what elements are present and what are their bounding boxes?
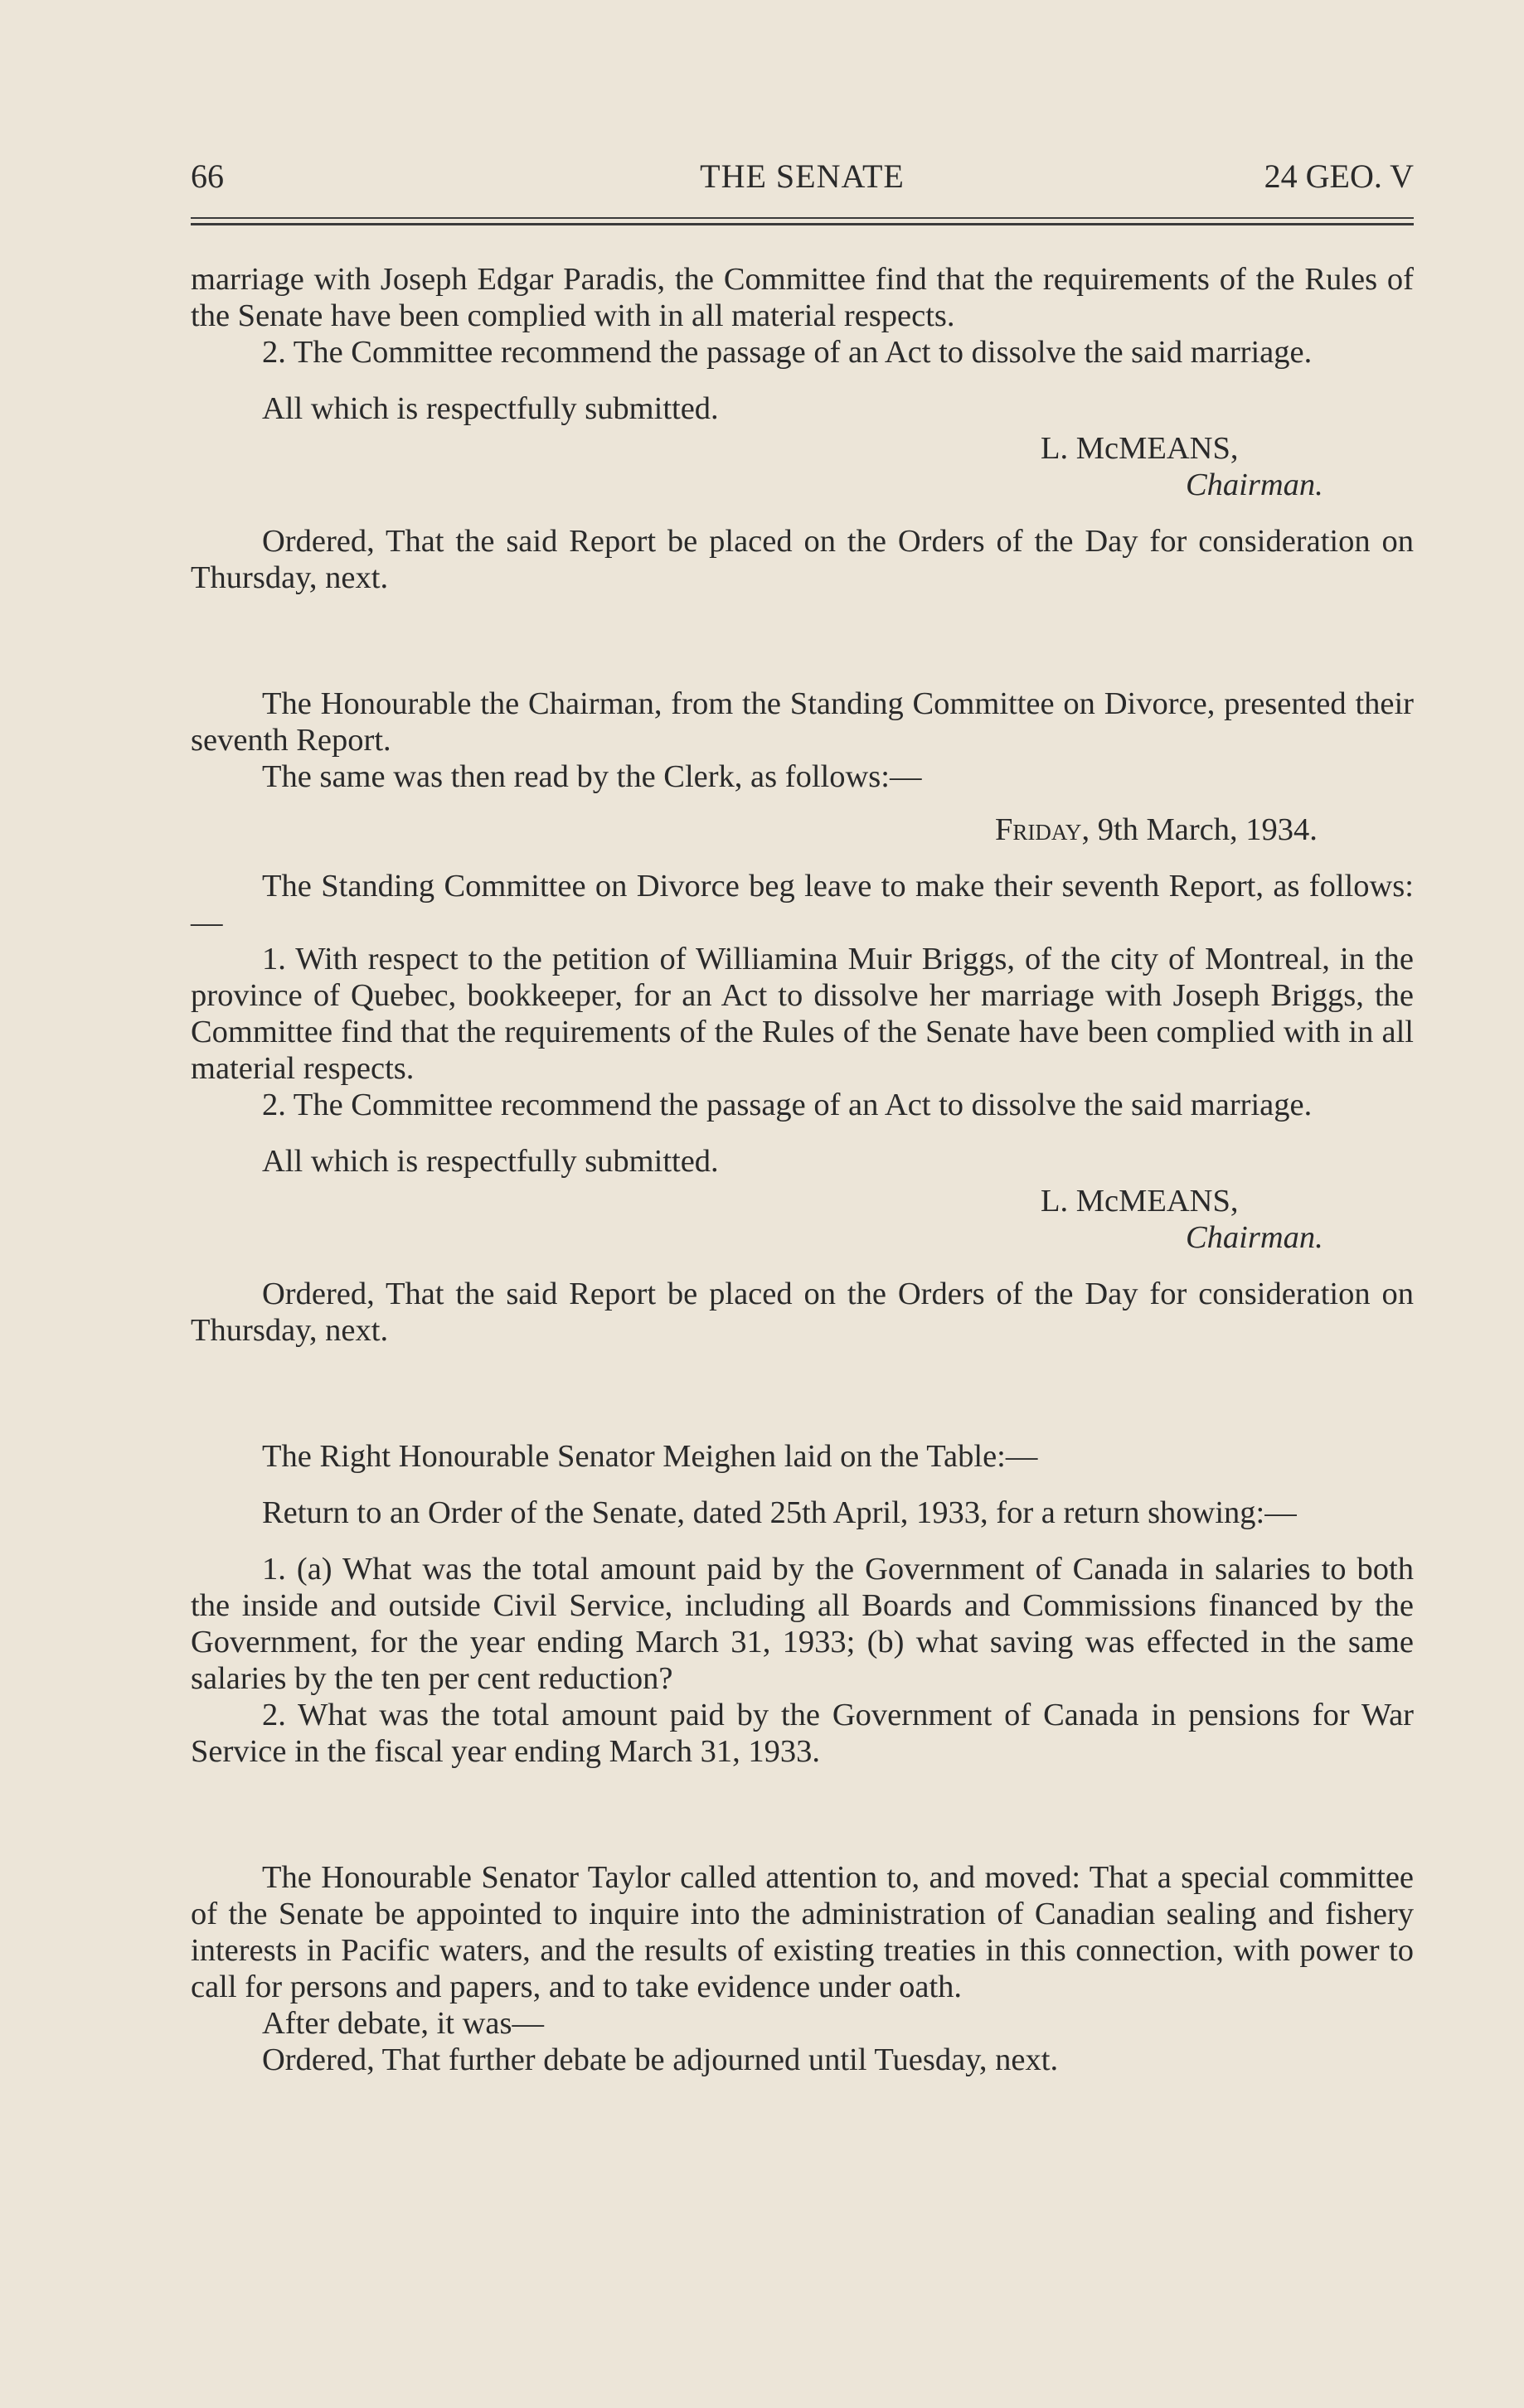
paragraph-return-item-2: 2. What was the total amount paid by the Government of Canada in pensions for War Service in the fiscal year ending March 31, 1933.	[191, 1698, 1414, 1769]
paragraph-meighen: The Right Honourable Senator Meighen laid on the Table:—	[262, 1439, 1038, 1474]
paragraph-continuation: marriage with Joseph Edgar Paradis, the Committee find that the requirements of the Rules of the Senate have been complied with in all material respects.	[191, 262, 1414, 333]
page-title: THE SENATE	[700, 157, 905, 195]
paragraph-adjourned: Ordered, That further debate be adjourned until Tuesday, next.	[262, 2042, 1059, 2077]
signature-role: Chairman.	[1186, 468, 1323, 502]
paragraph-after-debate: After debate, it was—	[262, 2006, 544, 2041]
header-rule-thick	[191, 223, 1414, 225]
paragraph-recommendation: 2. The Committee recommend the passage of an Act to dissolve the said marriage.	[262, 1088, 1313, 1122]
paragraph-return-item-1: 1. (a) What was the total amount paid by the Government of Canada in salaries to both the inside and outside Civil Service, including all Boards and Commissions financed by the Government, for the year ending March 31, 1933; (b) what saving was effected in the same salaries by the ten per cent reduction?	[191, 1552, 1414, 1696]
paragraph-recommendation: 2. The Committee recommend the passage of an Act to dissolve the said marriage.	[262, 335, 1313, 370]
report-date-day: Friday	[995, 812, 1082, 847]
signature-block	[191, 1183, 1414, 1256]
signature-name: L. McMEANS,	[1041, 1184, 1239, 1219]
header-rule-thin	[191, 217, 1414, 219]
signature-block	[191, 430, 1414, 503]
paragraph-return: Return to an Order of the Senate, dated 25th April, 1933, for a return showing:—	[262, 1495, 1297, 1530]
page-header	[191, 156, 1414, 197]
paragraph-submitted: All which is respectfully submitted.	[262, 1144, 719, 1179]
paragraph-taylor-motion: The Honourable Senator Taylor called attention to, and moved: That a special committee of the Senate be appointed to inquire into the administration of Canadian sealing and fishery interests in Pacific waters, and the results of existing treaties in this connection, with power to call for persons and papers, and to take evidence under oath.	[191, 1860, 1414, 2004]
paragraph-read-by-clerk: The same was then read by the Clerk, as follows:—	[262, 759, 922, 794]
paragraph-report-intro: The Standing Committee on Divorce beg leave to make their seventh Report, as follows:—	[191, 869, 1414, 940]
paragraph-submitted: All which is respectfully submitted.	[262, 391, 719, 426]
signature-name: L. McMEANS,	[1041, 431, 1239, 466]
page-body	[191, 261, 1414, 2078]
paragraph-report-presented: The Honourable the Chairman, from the Standing Committee on Divorce, presented their seventh Report.	[191, 686, 1414, 758]
signature-role: Chairman.	[1186, 1220, 1323, 1255]
reign-label: 24 GEO. V	[1264, 157, 1414, 195]
report-date	[191, 812, 1414, 848]
paragraph-ordered: Ordered, That the said Report be placed on the Orders of the Day for consideration on Thursday, next.	[191, 1277, 1414, 1348]
report-date-rest: , 9th March, 1934.	[1081, 812, 1318, 847]
paragraph-ordered: Ordered, That the said Report be placed on the Orders of the Day for consideration on Thursday, next.	[191, 524, 1414, 595]
page-number: 66	[191, 157, 224, 195]
paragraph-petition: 1. With respect to the petition of Williamina Muir Briggs, of the city of Montreal, in the province of Quebec, bookkeeper, for an Act to dissolve her marriage with Joseph Briggs, the Committee find that the requirements of the Rules of the Senate have been complied with in all material respects.	[191, 942, 1414, 1086]
